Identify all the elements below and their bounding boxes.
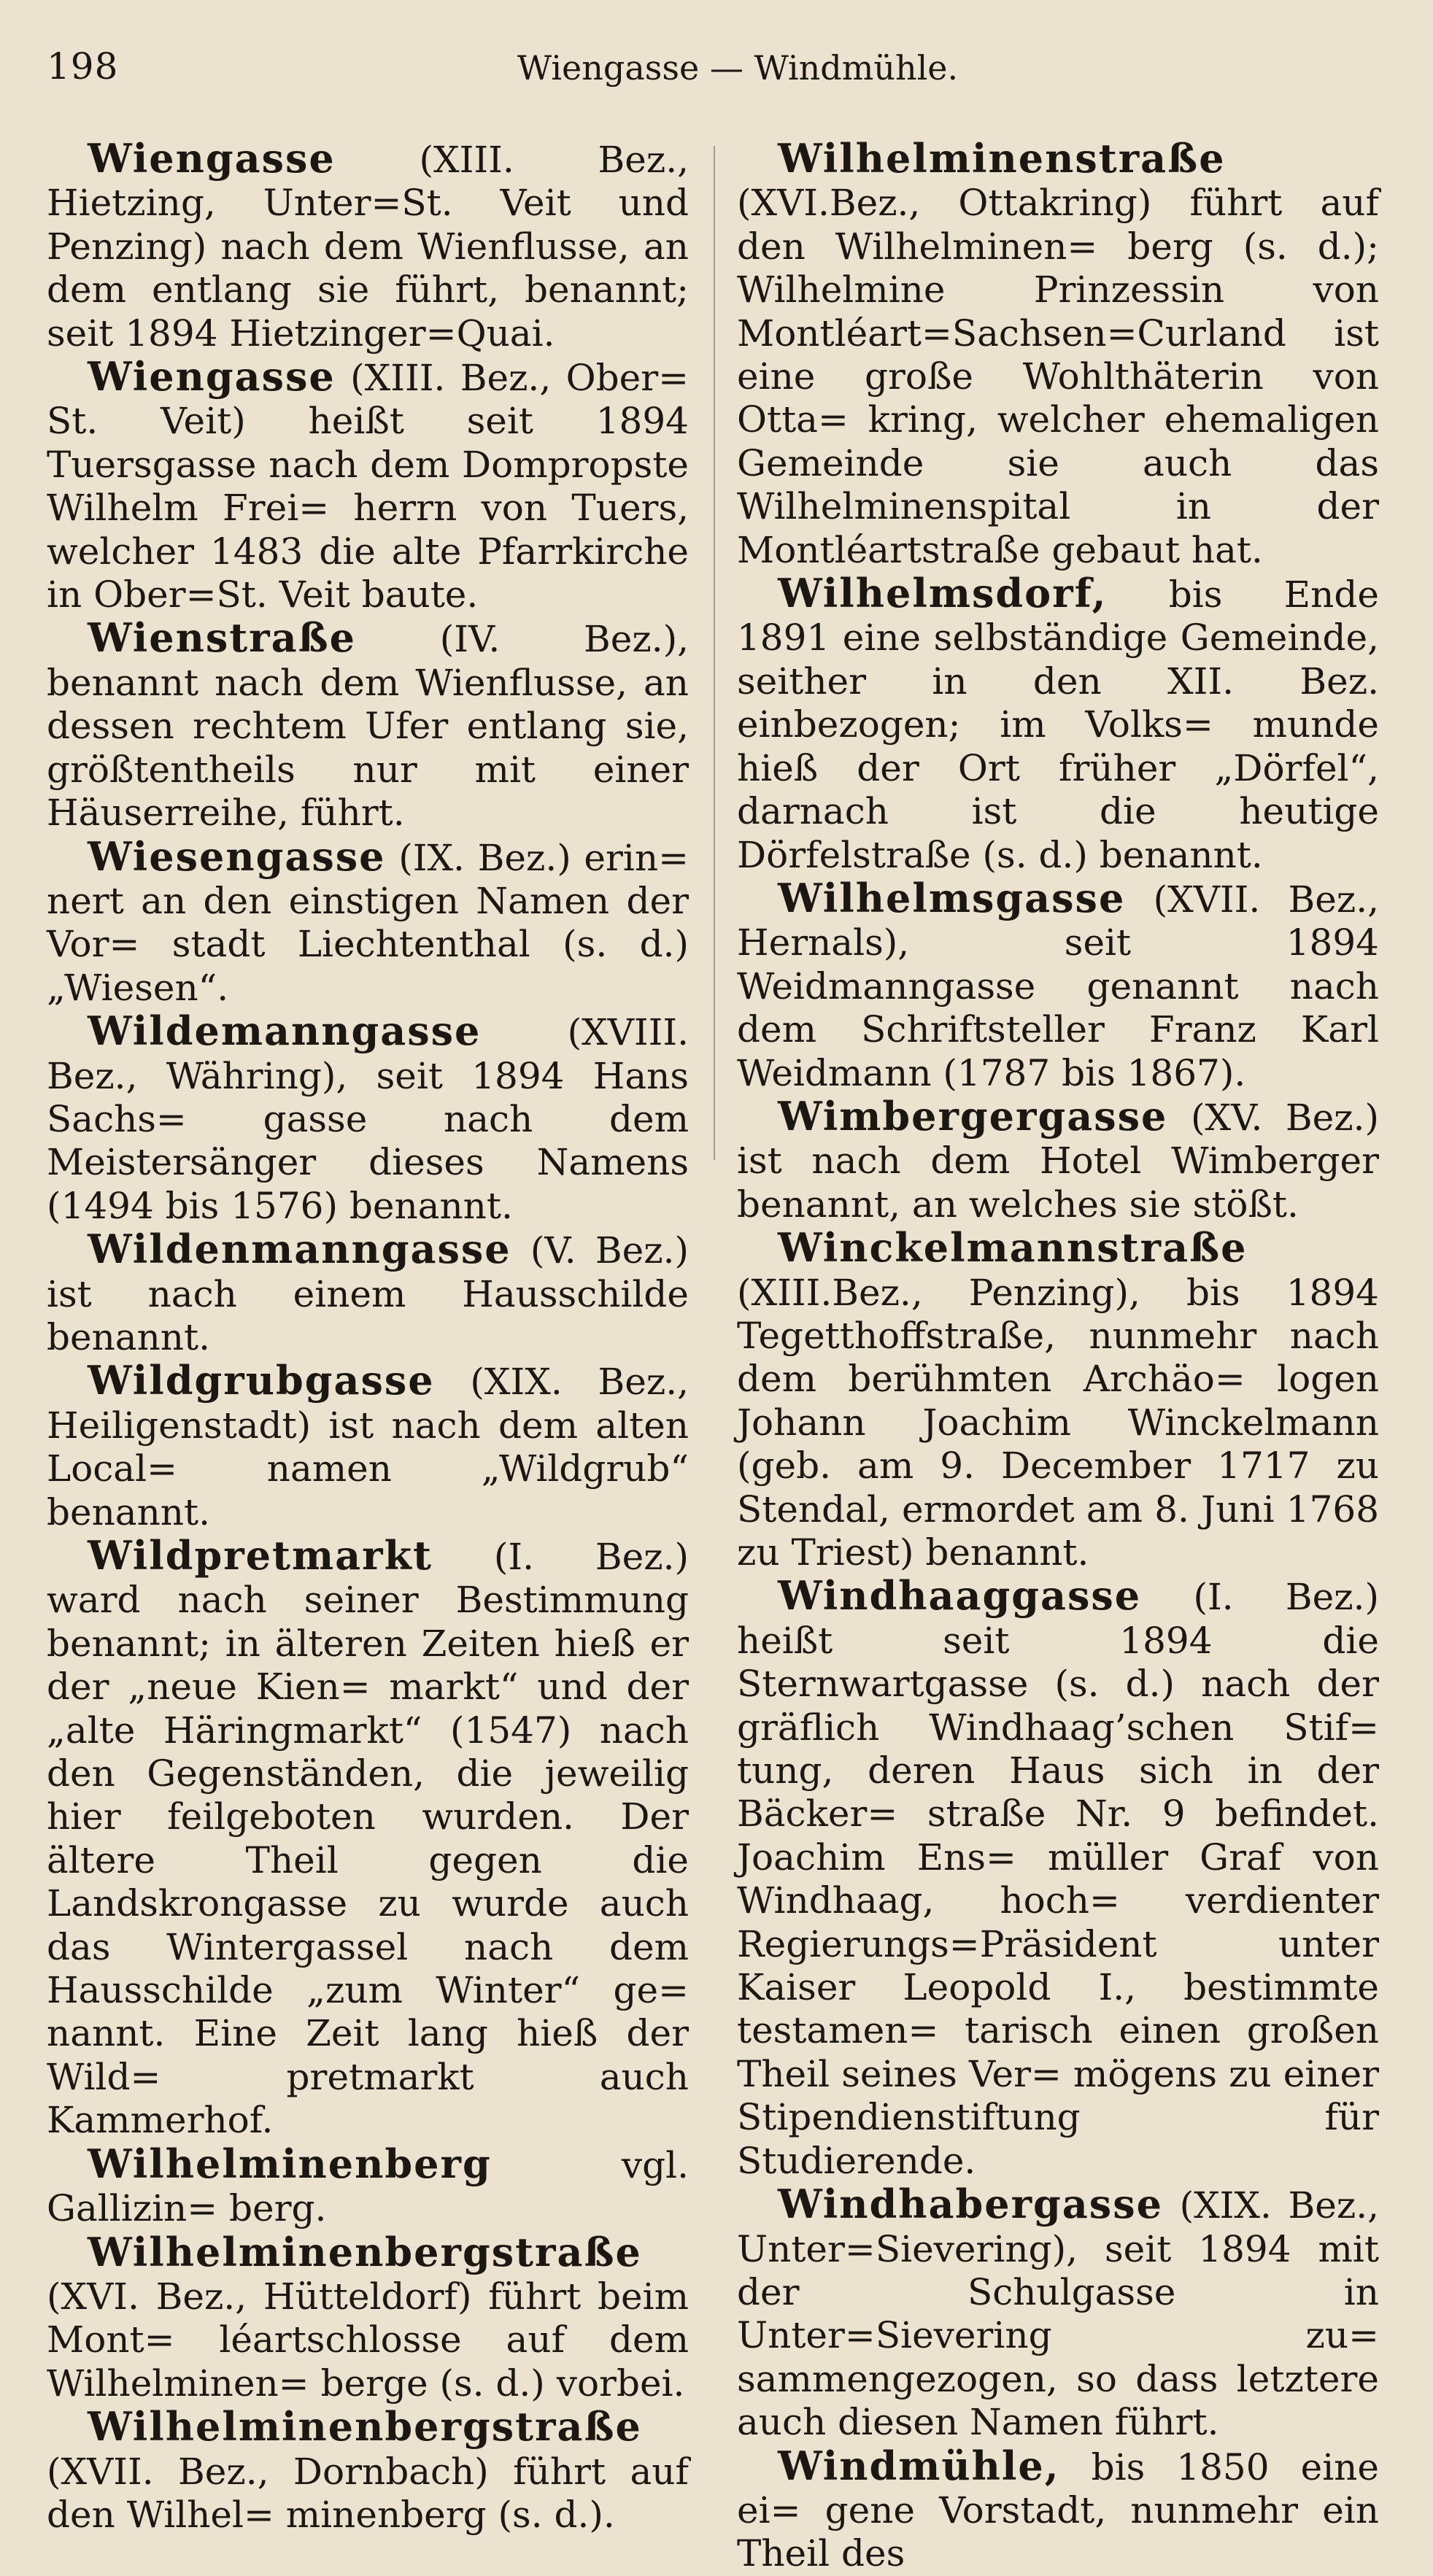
dictionary-entry (47, 832, 689, 1010)
entry-headword: Wiengasse (88, 353, 336, 401)
running-head: Wiengasse — Windmühle. (517, 48, 959, 88)
entry-text: (XIII.Bez., Penzing), bis 1894 Tegetthoffstraße, nunmehr nach dem berühmten Archäo= logen Johann Joachim Winckelmann (geb. am 9. December 1717 zu Stendal, ermordet am 8. Juni 1768 zu Triest) benannt. (737, 1271, 1379, 1574)
entry-headword: Winckelmannstraße (778, 1224, 1248, 1272)
dictionary-entry (47, 1534, 689, 2143)
dictionary-entry (47, 1007, 689, 1228)
dictionary-entry (47, 2405, 689, 2537)
entry-headword: Wiengasse (88, 135, 336, 182)
entry-headword: Wilhelminenberg (88, 2140, 492, 2187)
entry-text: (XVI.Bez., Ottakring) führt auf den Wilhelminen= berg (s. d.); Wilhelmine Prinzessin von Montléart=Sachsen=Curland ist eine große Wohlthäterin von Otta= kring, welcher ehemaligen Gemeinde sie auch das Wilhelminenspital in der Montléartstraße gebaut hat. (737, 182, 1379, 571)
entry-text: vgl. Gallizin= berg. (47, 2143, 689, 2230)
dictionary-entry (737, 1092, 1379, 1226)
entry-text: (IX. Bez.) erin= nert an den einstigen Namen der Vor= stadt Liechtenthal (s. d.) „Wiesen“. (47, 836, 689, 1009)
entry-headword: Windhaaggasse (778, 1572, 1142, 1620)
entry-text: (IV. Bez.), benannt nach dem Wienflusse, an dessen rechtem Ufer entlang sie, größtentheils nur mit einer Häuserreihe, führt. (47, 618, 689, 835)
entry-text: (XVIII. Bez., Währing), seit 1894 Hans Sachs= gasse nach dem Meistersänger dieses Namens (1494 bis 1576) benannt. (47, 1011, 689, 1227)
dictionary-entry (737, 2442, 1379, 2576)
entry-headword: Wilhelminenstraße (778, 135, 1226, 182)
dictionary-entry (47, 616, 689, 835)
dictionary-entry (737, 137, 1379, 572)
entry-headword: Wildpretmarkt (88, 1532, 433, 1579)
entry-headword: Wiesengasse (88, 832, 386, 880)
left-column (47, 137, 689, 2537)
dictionary-entry (47, 2228, 689, 2406)
entry-headword: Wimbergergasse (778, 1092, 1168, 1140)
dictionary-entry (737, 572, 1379, 877)
dictionary-entry (47, 1228, 689, 1359)
dictionary-entry (47, 355, 689, 616)
page-header (47, 45, 1363, 96)
page-number: 198 (47, 45, 119, 88)
entry-text: (XIII. Bez., Ober= St. Veit) heißt seit 1894 Tuersgasse nach dem Dompropste Wilhelm Frei= herrn von Tuers, welcher 1483 die alte Pfarrkirche in Ober=St. Veit baute. (47, 357, 689, 616)
entry-headword: Wilhelminenbergstraße (88, 2228, 642, 2275)
entry-headword: Windhabergasse (778, 2181, 1163, 2228)
entry-text: (XVII. Bez., Hernals), seit 1894 Weidmanngasse genannt nach dem Schriftsteller Franz Karl Weidmann (1787 bis 1867). (737, 878, 1379, 1094)
entry-text: (I. Bez.) ward nach seiner Bestimmung benannt; in älteren Zeiten hieß er der „neue Kien= markt“ und der „alte Häringmarkt“ (1547) nach den Gegenständen, die jeweilig hier feilgeboten wurden. Der ältere Theil gegen die Landskrongasse zu wurde auch das Wintergassel nach dem Hausschilde „zum Winter“ ge= nannt. Eine Zeit lang hieß der Wild= pretmarkt auch Kammerhof. (47, 1536, 689, 2142)
column-divider (714, 146, 715, 1160)
entry-text: (XIX. Bez., Heiligenstadt) ist nach dem alten Local= namen „Wildgrub“ benannt. (47, 1361, 689, 1533)
entry-text: (XVII. Bez., Dornbach) führt auf den Wilhel= minenberg (s. d.). (47, 2450, 689, 2536)
right-column (737, 137, 1379, 2576)
entry-text: (XV. Bez.) ist nach dem Hotel Wimberger benannt, an welches sie stößt. (737, 1096, 1379, 1226)
entry-headword: Wilhelminenbergstraße (88, 2403, 642, 2451)
entry-headword: Wildenmanngasse (88, 1226, 511, 1273)
entry-headword: Wilhelmsdorf, (778, 570, 1108, 617)
entry-text: (XIII. Bez., Hietzing, Unter=St. Veit und Penzing) nach dem Wienflusse, an dem entlang sie führt, benannt; seit 1894 Hietzinger=Quai. (47, 139, 689, 355)
dictionary-entry (737, 2183, 1379, 2444)
entry-headword: Wildemanngasse (88, 1007, 482, 1055)
dictionary-entry (737, 1226, 1379, 1574)
dictionary-entry (47, 137, 689, 355)
entry-text: (V. Bez.) ist nach einem Hausschilde benannt. (47, 1229, 689, 1358)
dictionary-entry (47, 1359, 689, 1534)
entry-headword: Wienstraße (88, 614, 356, 662)
entry-text: (XIX. Bez., Unter=Sievering), seit 1894 mit der Schulgasse in Unter=Sievering zu= sammengezogen, so dass letztere auch diesen Namen führt. (737, 2184, 1379, 2444)
entry-text: (XVI. Bez., Hütteldorf) führt beim Mont= léartschlosse auf dem Wilhelminen= berge (s. d.) vorbei. (47, 2275, 689, 2405)
entry-text: bis Ende 1891 eine selbständige Gemeinde, seither in den XII. Bez. einbezogen; im Volks= munde hieß der Ort früher „Dörfel“, darnach ist die heutige Dörfelstraße (s. d.) benannt. (737, 573, 1379, 876)
entry-text: (I. Bez.) heißt seit 1894 die Sternwartgasse (s. d.) nach der gräflich Windhaag’schen Stif= tung, deren Haus sich in der Bäcker= straße Nr. 9 befindet. Joachim Ens= müller Graf von Windhaag, hoch= verdienter Regierungs=Präsident unter Kaiser Leopold I., bestimmte testamen= tarisch einen großen Theil seines Ver= mögens zu einer Stipendienstiftung für Studierende. (737, 1576, 1379, 2182)
dictionary-entry (737, 1574, 1379, 2183)
dictionary-entry (737, 874, 1379, 1095)
entry-headword: Windmühle, (778, 2442, 1060, 2489)
entry-headword: Wilhelmsgasse (778, 874, 1126, 921)
entry-text: bis 1850 eine ei= gene Vorstadt, nunmehr ein Theil des (737, 2445, 1379, 2575)
entry-headword: Wildgrubgasse (88, 1357, 435, 1404)
